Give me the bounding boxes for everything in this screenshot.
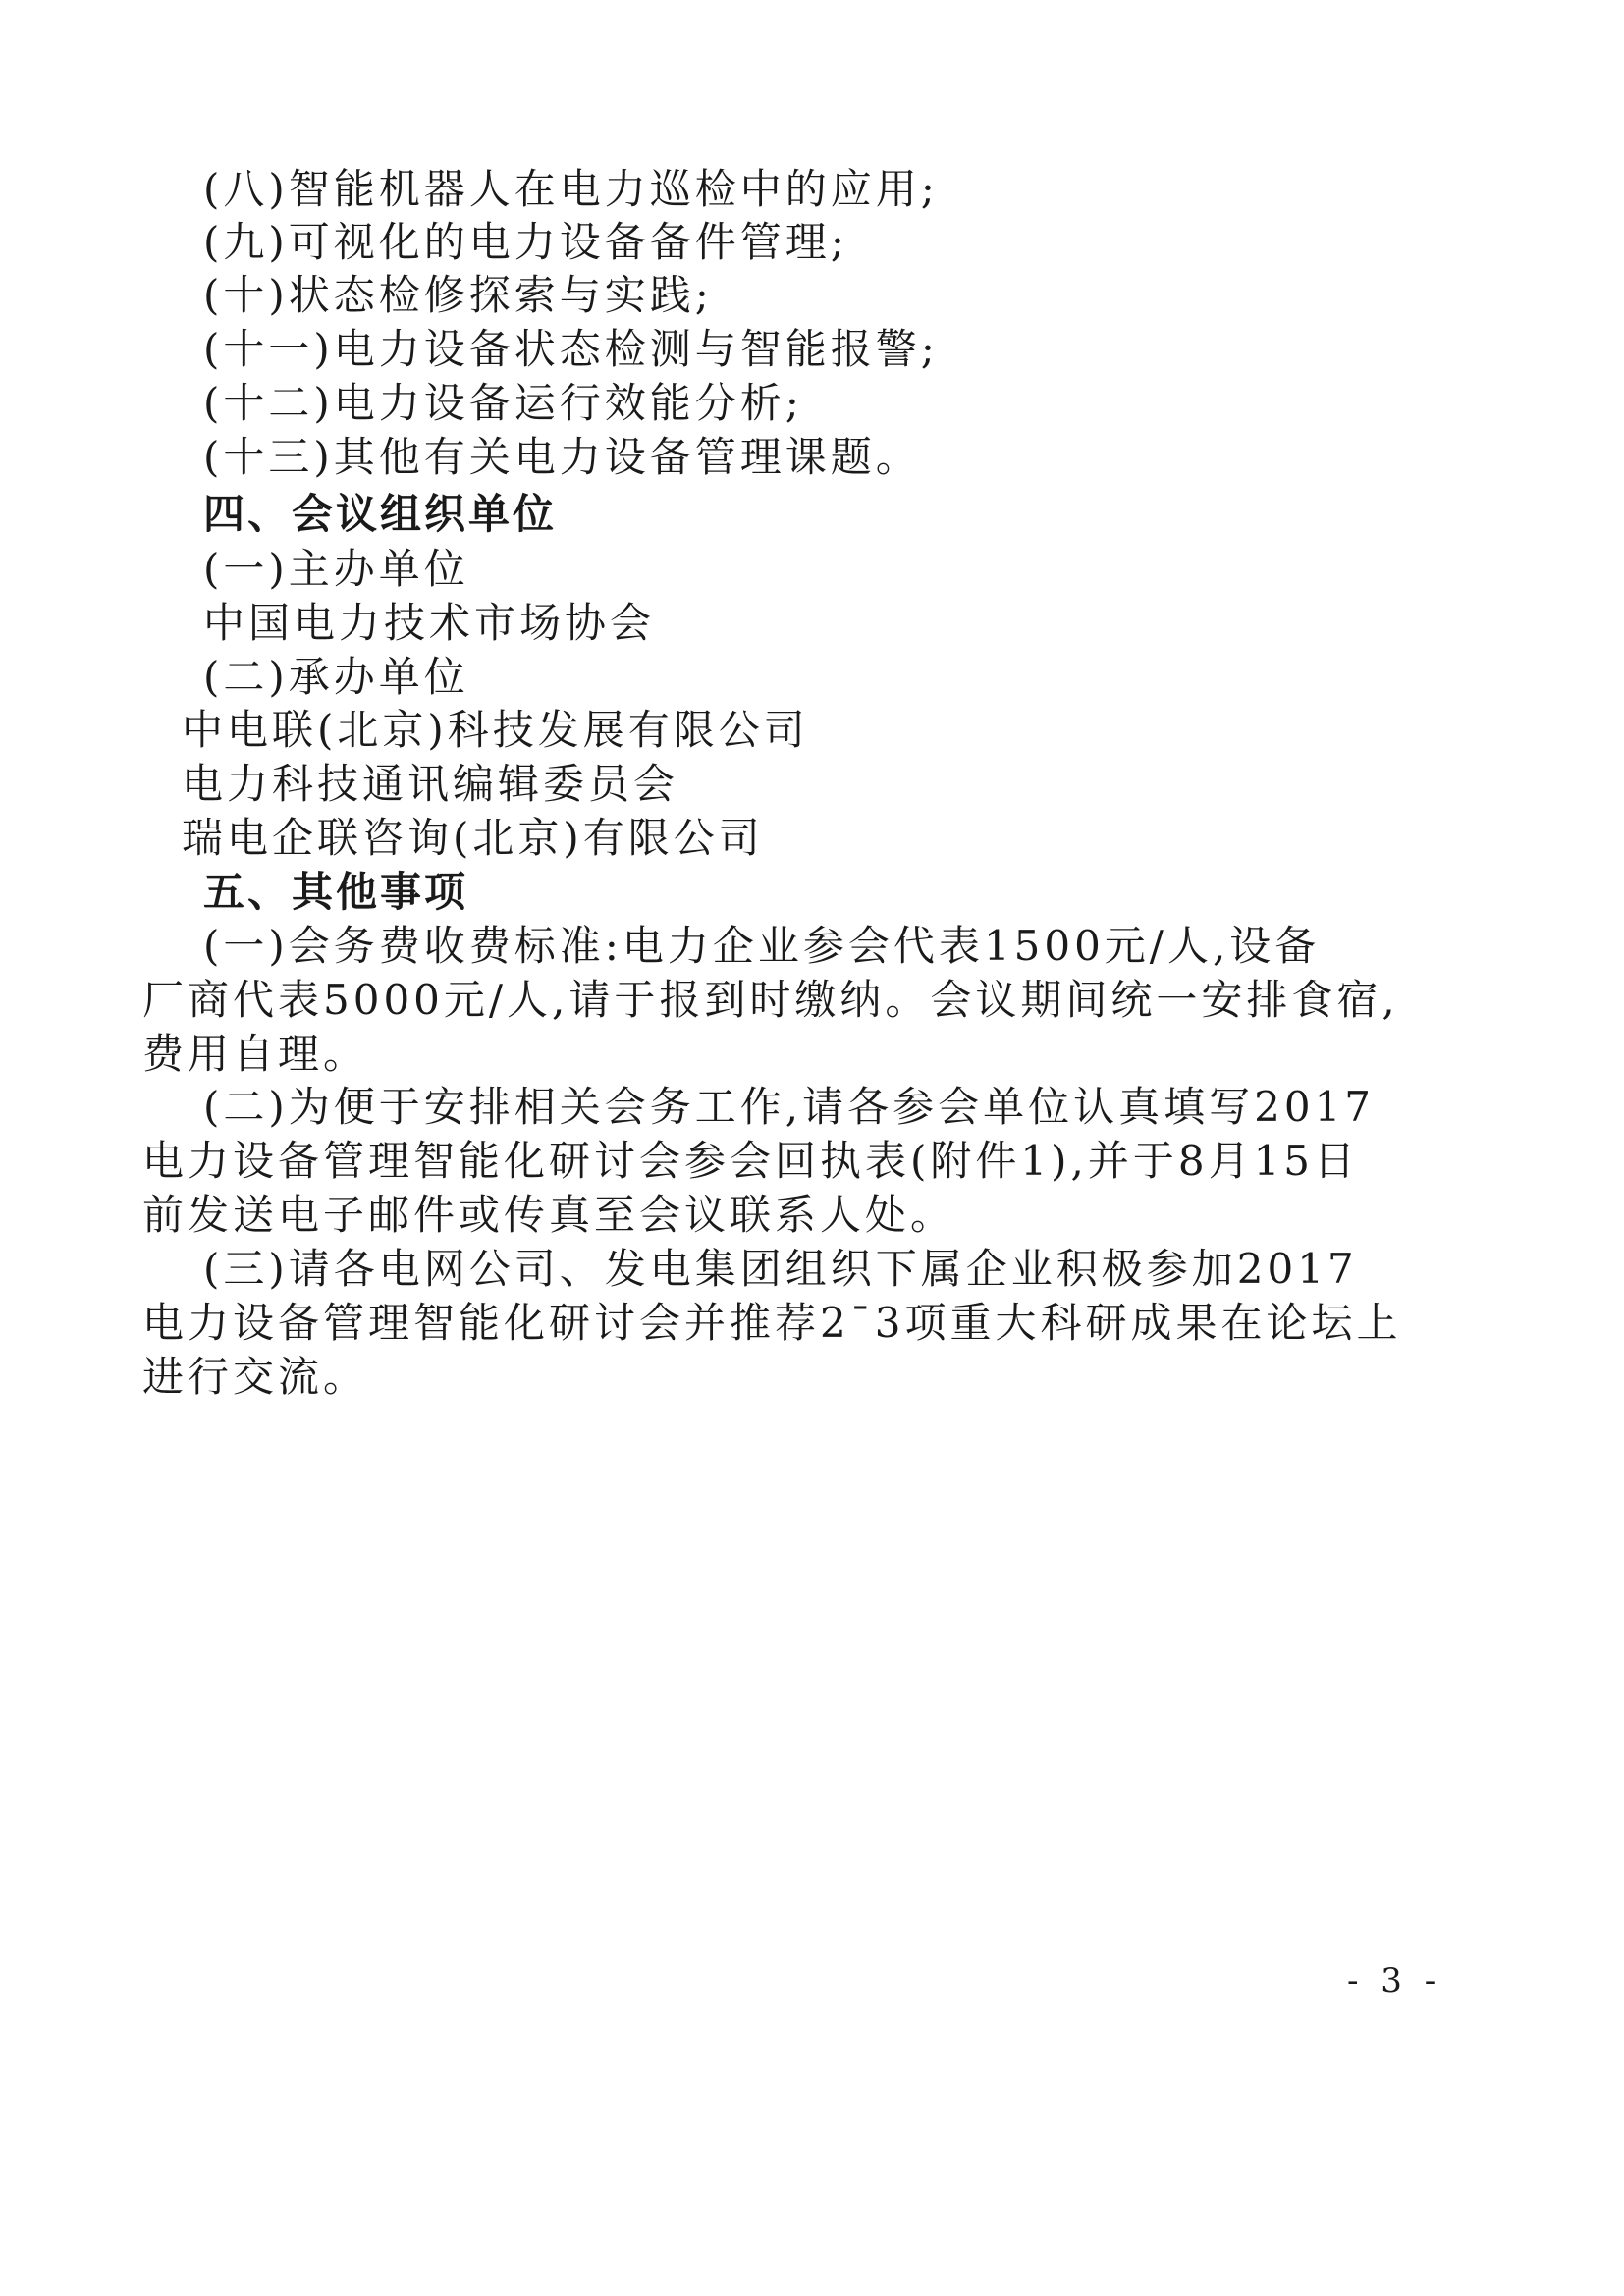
fee-paragraph-line-1: (一)会务费收费标准:电力企业参会代表1500元/人,设备 [203, 922, 1321, 970]
receipt-paragraph-line-2: 电力设备管理智能化研讨会参会回执表(附件1),并于8月15日 [142, 1137, 1360, 1185]
fee-paragraph-line-3: 费用自理。 [142, 1030, 369, 1078]
host-organization: 中国电力技术市场协会 [203, 599, 656, 647]
participation-paragraph-line-1: (三)请各电网公司、发电集团组织下属企业积极参加2017 [203, 1245, 1358, 1293]
list-item-10: (十)状态检修探索与实践; [203, 271, 713, 319]
fee-paragraph-line-2: 厂商代表5000元/人,请于报到时缴纳。会议期间统一安排食宿, [142, 976, 1399, 1024]
participation-paragraph-line-2: 电力设备管理智能化研讨会并推荐2¯3项重大科研成果在论坛上 [142, 1299, 1402, 1347]
list-item-8: (八)智能机器人在电力巡检中的应用; [203, 165, 939, 213]
organizer-2: 电力科技通讯编辑委员会 [182, 760, 679, 808]
receipt-paragraph-line-3: 前发送电子邮件或传真至会议联系人处。 [142, 1191, 956, 1239]
organizer-1: 中电联(北京)科技发展有限公司 [182, 706, 809, 754]
list-item-12: (十二)电力设备运行效能分析; [203, 379, 803, 427]
participation-paragraph-line-3: 进行交流。 [142, 1353, 369, 1401]
list-item-9: (九)可视化的电力设备备件管理; [203, 218, 848, 266]
host-label: (一)主办单位 [203, 545, 469, 593]
section-5-heading: 五、其他事项 [203, 868, 469, 916]
section-4-heading: 四、会议组织单位 [203, 490, 558, 538]
receipt-paragraph-line-1: (二)为便于安排相关会务工作,请各参会单位认真填写2017 [203, 1083, 1376, 1131]
organizer-label: (二)承办单位 [203, 653, 469, 701]
organizer-3: 瑞电企联咨询(北京)有限公司 [182, 814, 764, 862]
list-item-11: (十一)电力设备状态检测与智能报警; [203, 325, 939, 373]
page-number: - 3 - [1347, 1961, 1442, 2001]
list-item-13: (十三)其他有关电力设备管理课题。 [203, 433, 921, 481]
